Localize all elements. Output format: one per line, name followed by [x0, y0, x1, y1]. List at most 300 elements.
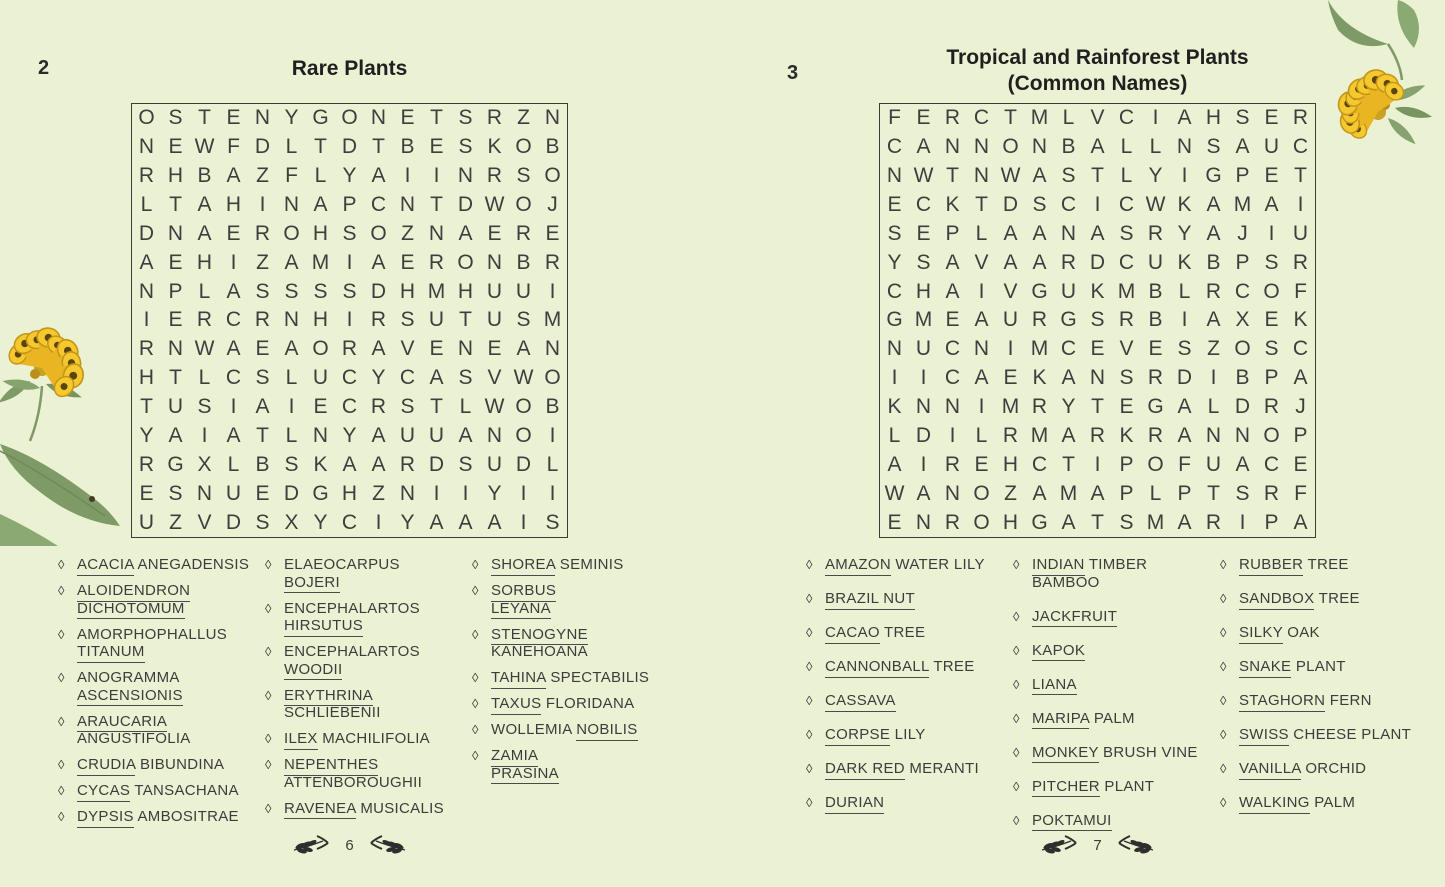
diamond-bullet-icon: ◊	[265, 731, 272, 746]
grid-letter: G	[1205, 164, 1222, 188]
puzzle-title-right-line2: (Common Names)	[1007, 72, 1188, 95]
grid-letter: S	[1090, 308, 1105, 332]
grid-letter: R	[1292, 106, 1309, 130]
grid-letter: O	[515, 193, 532, 217]
grid-letter: C	[1292, 337, 1309, 361]
grid-letter: I	[520, 481, 527, 505]
grid-letter: S	[916, 250, 931, 274]
grid-letter: R	[486, 106, 503, 130]
grid-letter: A	[916, 481, 931, 505]
word-line: ALOIDENDRON	[77, 582, 260, 600]
word-line: CASSAVA	[825, 692, 1008, 710]
grid-letter: S	[545, 510, 560, 534]
grid-letter: T	[314, 135, 327, 159]
word-list-left-col2	[265, 556, 467, 826]
grid-letter: W	[1145, 193, 1166, 217]
word-line: CORPSE LILY	[825, 726, 1008, 744]
grid-letter: R	[1031, 308, 1048, 332]
grid-letter: S	[1119, 366, 1134, 390]
word-list-right-col2	[1013, 556, 1215, 846]
word-list-item	[1220, 726, 1438, 744]
grid-letter: I	[949, 423, 956, 447]
grid-letter: V	[974, 250, 989, 274]
grid-letter: A	[1003, 250, 1018, 274]
grid-letter: S	[516, 164, 531, 188]
word-list-item	[1013, 556, 1215, 591]
grid-letter: Z	[401, 221, 414, 245]
word-line: VANILLA ORCHID	[1239, 760, 1438, 778]
diamond-bullet-icon: ◊	[472, 557, 479, 572]
grid-letter: E	[487, 221, 502, 245]
grid-letter: B	[516, 250, 531, 274]
word-line: MONKEY BRUSH VINE	[1032, 744, 1215, 762]
grid-letter: I	[259, 193, 266, 217]
word-list-item	[265, 643, 467, 678]
grid-letter: U	[312, 366, 329, 390]
grid-letter: E	[1148, 337, 1163, 361]
grid-letter: I	[346, 308, 353, 332]
word-line: NEPENTHES	[284, 756, 467, 774]
diamond-bullet-icon: ◊	[806, 761, 813, 776]
word-list-item	[1220, 658, 1438, 676]
grid-letter: K	[1119, 423, 1134, 447]
grid-letter: S	[1264, 337, 1279, 361]
diamond-bullet-icon: ◊	[806, 727, 813, 742]
grid-letter: O	[1263, 279, 1280, 303]
grid-letter: O	[515, 135, 532, 159]
word-line: DYPSIS AMBOSITRAE	[77, 808, 260, 826]
grid-letter: B	[1148, 279, 1163, 303]
grid-letter: R	[944, 106, 961, 130]
grid-letter: I	[1094, 193, 1101, 217]
grid-letter: S	[400, 395, 415, 419]
grid-letter: I	[375, 510, 382, 534]
word-line: SORBUS	[491, 582, 684, 600]
grid-letter: S	[1264, 250, 1279, 274]
word-line: SWISS CHEESE PLANT	[1239, 726, 1438, 744]
grid-letter: U	[1292, 221, 1309, 245]
diamond-bullet-icon: ◊	[1013, 608, 1020, 624]
diamond-bullet-icon: ◊	[1013, 744, 1020, 760]
word-list-item	[806, 624, 1008, 642]
grid-letter: A	[1293, 510, 1308, 534]
grid-letter: K	[945, 193, 960, 217]
word-line: DICHOTOMUM	[77, 600, 260, 618]
grid-letter: A	[226, 423, 241, 447]
leaf-twig-ornament-icon	[293, 834, 329, 856]
grid-letter: Z	[256, 164, 269, 188]
word-line: SCHLIEBENII	[284, 704, 381, 721]
grid-letter: M	[1030, 423, 1049, 447]
grid-letter: N	[399, 481, 416, 505]
diamond-bullet-icon: ◊	[472, 722, 479, 737]
grid-letter: I	[920, 366, 927, 390]
word-list-item	[472, 582, 684, 617]
wordsearch-grid-right	[879, 103, 1316, 538]
grid-letter: A	[887, 452, 902, 476]
grid-letter: B	[1061, 135, 1076, 159]
grid-letter: E	[226, 221, 241, 245]
grid-letter: C	[225, 308, 242, 332]
grid-letter: S	[313, 279, 328, 303]
grid-letter: R	[1263, 395, 1280, 419]
word-line: RAVENEA MUSICALIS	[284, 800, 467, 818]
grid-letter: S	[342, 279, 357, 303]
grid-letter: E	[887, 510, 902, 534]
grid-letter: L	[285, 366, 298, 390]
grid-letter: N	[944, 481, 961, 505]
grid-letter: U	[225, 481, 242, 505]
grid-letter: C	[225, 366, 242, 390]
grid-letter: C	[341, 510, 358, 534]
grid-letter: H	[312, 221, 329, 245]
grid-letter: R	[1292, 250, 1309, 274]
grid-letter: R	[1089, 423, 1106, 447]
grid-letter: H	[399, 279, 416, 303]
grid-letter: R	[544, 250, 561, 274]
grid-letter: R	[1205, 279, 1222, 303]
grid-letter: C	[944, 337, 961, 361]
word-line: ASCENSIONIS	[77, 687, 260, 705]
flower-illustration-left	[0, 276, 130, 546]
grid-letter: C	[1263, 452, 1280, 476]
grid-letter: L	[198, 366, 211, 390]
grid-letter: R	[370, 395, 387, 419]
grid-letter: E	[887, 193, 902, 217]
grid-letter: V	[487, 366, 502, 390]
grid-letter: E	[139, 481, 154, 505]
word-list-item	[1013, 744, 1215, 762]
grid-letter: N	[1060, 221, 1077, 245]
grid-letter: E	[1264, 308, 1279, 332]
grid-letter: A	[371, 337, 386, 361]
grid-letter: J	[547, 193, 558, 217]
grid-letter: G	[167, 452, 184, 476]
grid-letter: C	[1060, 337, 1077, 361]
grid-letter: M	[1059, 481, 1078, 505]
diamond-bullet-icon: ◊	[472, 670, 479, 685]
grid-letter: A	[1032, 481, 1047, 505]
grid-letter: V	[400, 337, 415, 361]
grid-letter: O	[515, 395, 532, 419]
diamond-bullet-icon: ◊	[1013, 778, 1020, 794]
diamond-bullet-icon: ◊	[1220, 557, 1227, 572]
grid-letter: I	[433, 481, 440, 505]
grid-letter: F	[285, 164, 298, 188]
grid-letter: F	[888, 106, 901, 130]
grid-letter: O	[370, 221, 387, 245]
grid-letter: Y	[342, 164, 357, 188]
grid-letter: C	[370, 193, 387, 217]
grid-letter: L	[285, 423, 298, 447]
grid-letter: Y	[371, 366, 386, 390]
grid-letter: N	[544, 337, 561, 361]
leaf-twig-ornament-icon	[1041, 834, 1077, 856]
grid-letter: A	[284, 250, 299, 274]
grid-letter: L	[975, 423, 988, 447]
grid-letter: E	[255, 481, 270, 505]
word-list-item	[1013, 676, 1215, 694]
grid-letter: N	[544, 106, 561, 130]
grid-letter: N	[167, 221, 184, 245]
word-line: RUBBER TREE	[1239, 556, 1438, 574]
diamond-bullet-icon: ◊	[58, 713, 65, 729]
grid-letter: Y	[1061, 395, 1076, 419]
grid-letter: E	[916, 221, 931, 245]
grid-letter: I	[404, 164, 411, 188]
word-line: WOODII	[284, 661, 467, 679]
grid-letter: C	[886, 135, 903, 159]
word-list-item	[58, 626, 260, 661]
wordsearch-grid-left	[131, 103, 568, 538]
grid-letter: A	[516, 337, 531, 361]
grid-letter: N	[370, 106, 387, 130]
grid-letter: R	[1147, 366, 1164, 390]
grid-letter: G	[886, 308, 903, 332]
grid-letter: S	[1061, 164, 1076, 188]
grid-letter: T	[140, 395, 153, 419]
grid-letter: N	[1089, 366, 1106, 390]
grid-letter: J	[1295, 395, 1306, 419]
grid-letter: A	[429, 510, 444, 534]
grid-letter: Z	[169, 510, 182, 534]
grid-letter: P	[1235, 250, 1250, 274]
diamond-bullet-icon: ◊	[265, 757, 272, 772]
grid-letter: T	[169, 366, 182, 390]
grid-letter: N	[486, 423, 503, 447]
grid-letter: A	[197, 221, 212, 245]
grid-letter: L	[975, 221, 988, 245]
grid-letter: O	[1234, 337, 1251, 361]
word-line: MARIPA PALM	[1032, 710, 1215, 728]
grid-letter: L	[140, 193, 153, 217]
grid-letter: R	[254, 221, 271, 245]
grid-letter: M	[311, 250, 330, 274]
grid-letter: S	[1235, 481, 1250, 505]
word-line: TITANUM	[77, 643, 260, 661]
grid-letter: E	[1293, 452, 1308, 476]
diamond-bullet-icon: ◊	[58, 626, 65, 642]
grid-letter: R	[1205, 510, 1222, 534]
word-list-item	[1220, 692, 1438, 710]
page-number-left: 2	[38, 57, 50, 79]
word-line: DURIAN	[825, 794, 1008, 812]
word-list-item	[265, 600, 467, 635]
grid-letter: C	[1292, 135, 1309, 159]
grid-letter: I	[433, 164, 440, 188]
grid-letter: N	[944, 395, 961, 419]
grid-letter: S	[516, 308, 531, 332]
folio-number-right: 7	[1093, 836, 1102, 854]
diamond-bullet-icon: ◊	[58, 670, 65, 685]
grid-letter: N	[457, 337, 474, 361]
grid-letter: S	[168, 106, 183, 130]
grid-letter: S	[1206, 135, 1221, 159]
grid-letter: C	[1031, 452, 1048, 476]
word-list-item	[1220, 624, 1438, 642]
grid-letter: M	[1233, 193, 1252, 217]
word-line: ACACIA ANEGADENSIS	[77, 556, 260, 574]
grid-letter: H	[1002, 452, 1019, 476]
diamond-bullet-icon: ◊	[1220, 625, 1227, 640]
diamond-bullet-icon: ◊	[1013, 642, 1020, 658]
grid-letter: D	[370, 279, 387, 303]
word-line: PITCHER PLANT	[1032, 778, 1215, 796]
page-number-right: 3	[787, 62, 799, 84]
word-line: LEYANA	[491, 600, 684, 618]
word-line: STAGHORN FERN	[1239, 692, 1438, 710]
grid-letter: O	[312, 337, 329, 361]
grid-letter: V	[1003, 279, 1018, 303]
word-list-right-col3	[1220, 556, 1438, 828]
grid-letter: A	[974, 308, 989, 332]
grid-letter: B	[255, 452, 270, 476]
word-line: ERYTHRINA	[284, 687, 467, 705]
grid-letter: R	[1118, 308, 1135, 332]
word-list-item	[806, 556, 1008, 574]
grid-letter: I	[1152, 106, 1159, 130]
word-line: ELAEOCARPUS	[284, 556, 400, 573]
grid-letter: K	[887, 395, 902, 419]
grid-letter: P	[1264, 366, 1279, 390]
word-line: PRASINA	[491, 765, 684, 783]
grid-letter: N	[138, 135, 155, 159]
grid-letter: T	[946, 164, 959, 188]
grid-letter: C	[341, 395, 358, 419]
grid-letter: O	[973, 481, 990, 505]
word-line: AMORPHOPHALLUS	[77, 625, 228, 643]
grid-letter: K	[1293, 308, 1308, 332]
grid-letter: W	[513, 366, 534, 390]
grid-letter: R	[138, 452, 155, 476]
grid-letter: L	[227, 452, 240, 476]
diamond-bullet-icon: ◊	[58, 757, 65, 772]
grid-letter: E	[916, 106, 931, 130]
grid-letter: A	[313, 193, 328, 217]
grid-letter: A	[1177, 423, 1192, 447]
word-line: CRUDIA BIBUNDINA	[77, 756, 260, 774]
grid-letter: E	[400, 106, 415, 130]
grid-letter: S	[458, 106, 473, 130]
grid-letter: A	[197, 193, 212, 217]
word-line: AMAZON WATER LILY	[825, 556, 1008, 574]
grid-letter: N	[973, 164, 990, 188]
grid-letter: W	[194, 337, 215, 361]
grid-letter: I	[549, 481, 556, 505]
word-line: ARAUCARIA	[77, 713, 260, 731]
grid-letter: S	[458, 366, 473, 390]
grid-letter: W	[884, 481, 905, 505]
grid-letter: A	[429, 366, 444, 390]
grid-letter: X	[284, 510, 299, 534]
grid-letter: P	[168, 279, 183, 303]
grid-letter: S	[458, 135, 473, 159]
grid-letter: U	[167, 395, 184, 419]
grid-letter: L	[198, 279, 211, 303]
grid-letter: A	[284, 337, 299, 361]
grid-letter: E	[1090, 337, 1105, 361]
grid-letter: I	[891, 366, 898, 390]
grid-letter: A	[1206, 221, 1221, 245]
grid-letter: C	[1234, 279, 1251, 303]
diamond-bullet-icon: ◊	[1013, 676, 1020, 692]
grid-letter: Y	[400, 510, 415, 534]
grid-letter: E	[429, 135, 444, 159]
grid-letter: B	[545, 135, 560, 159]
word-list-item	[472, 695, 684, 713]
grid-letter: M	[1001, 395, 1020, 419]
grid-letter: K	[1177, 193, 1192, 217]
grid-letter: T	[256, 423, 269, 447]
grid-letter: R	[1147, 423, 1164, 447]
grid-letter: P	[945, 221, 960, 245]
grid-letter: U	[1205, 452, 1222, 476]
diamond-bullet-icon: ◊	[472, 696, 479, 711]
grid-letter: C	[915, 193, 932, 217]
word-list-item	[58, 782, 260, 800]
word-line: KANEHOANA	[491, 643, 588, 660]
word-line: JACKFRUIT	[1032, 608, 1215, 626]
grid-letter: B	[197, 164, 212, 188]
grid-letter: A	[1206, 193, 1221, 217]
grid-letter: U	[1002, 308, 1019, 332]
grid-letter: P	[1264, 510, 1279, 534]
word-list-item	[58, 556, 260, 574]
grid-letter: I	[201, 423, 208, 447]
grid-letter: L	[888, 423, 901, 447]
grid-letter: R	[515, 221, 532, 245]
word-line: BRAZIL NUT	[825, 590, 1008, 608]
diamond-bullet-icon: ◊	[265, 600, 272, 616]
diamond-bullet-icon: ◊	[265, 557, 272, 572]
word-line: CACAO TREE	[825, 624, 1008, 642]
grid-letter: E	[1264, 106, 1279, 130]
grid-letter: H	[138, 366, 155, 390]
puzzle-title-right-line1: Tropical and Rainforest Plants	[946, 46, 1249, 69]
grid-letter: H	[167, 164, 184, 188]
grid-letter: B	[1148, 308, 1163, 332]
diamond-bullet-icon: ◊	[1220, 591, 1227, 606]
grid-letter: O	[138, 106, 155, 130]
grid-letter: N	[167, 337, 184, 361]
grid-letter: L	[1120, 135, 1133, 159]
grid-letter: T	[1207, 481, 1220, 505]
grid-letter: L	[285, 135, 298, 159]
word-line: BOJERI	[284, 574, 467, 592]
grid-letter: S	[400, 308, 415, 332]
grid-letter: N	[486, 250, 503, 274]
diamond-bullet-icon: ◊	[1220, 795, 1227, 810]
grid-letter: O	[283, 221, 300, 245]
word-list-item	[472, 626, 684, 661]
grid-letter: O	[515, 423, 532, 447]
grid-letter: R	[1263, 481, 1280, 505]
grid-letter: I	[549, 423, 556, 447]
word-list-item	[1013, 812, 1215, 830]
word-list-item	[472, 669, 684, 687]
word-line: KAPOK	[1032, 642, 1215, 660]
grid-letter: G	[1031, 510, 1048, 534]
diamond-bullet-icon: ◊	[1013, 557, 1020, 572]
grid-letter: E	[1003, 366, 1018, 390]
word-list-item	[806, 658, 1008, 676]
grid-letter: I	[1007, 337, 1014, 361]
grid-letter: R	[370, 308, 387, 332]
grid-letter: N	[1031, 135, 1048, 159]
grid-letter: S	[1032, 193, 1047, 217]
grid-letter: Y	[284, 106, 299, 130]
grid-letter: I	[1210, 366, 1217, 390]
